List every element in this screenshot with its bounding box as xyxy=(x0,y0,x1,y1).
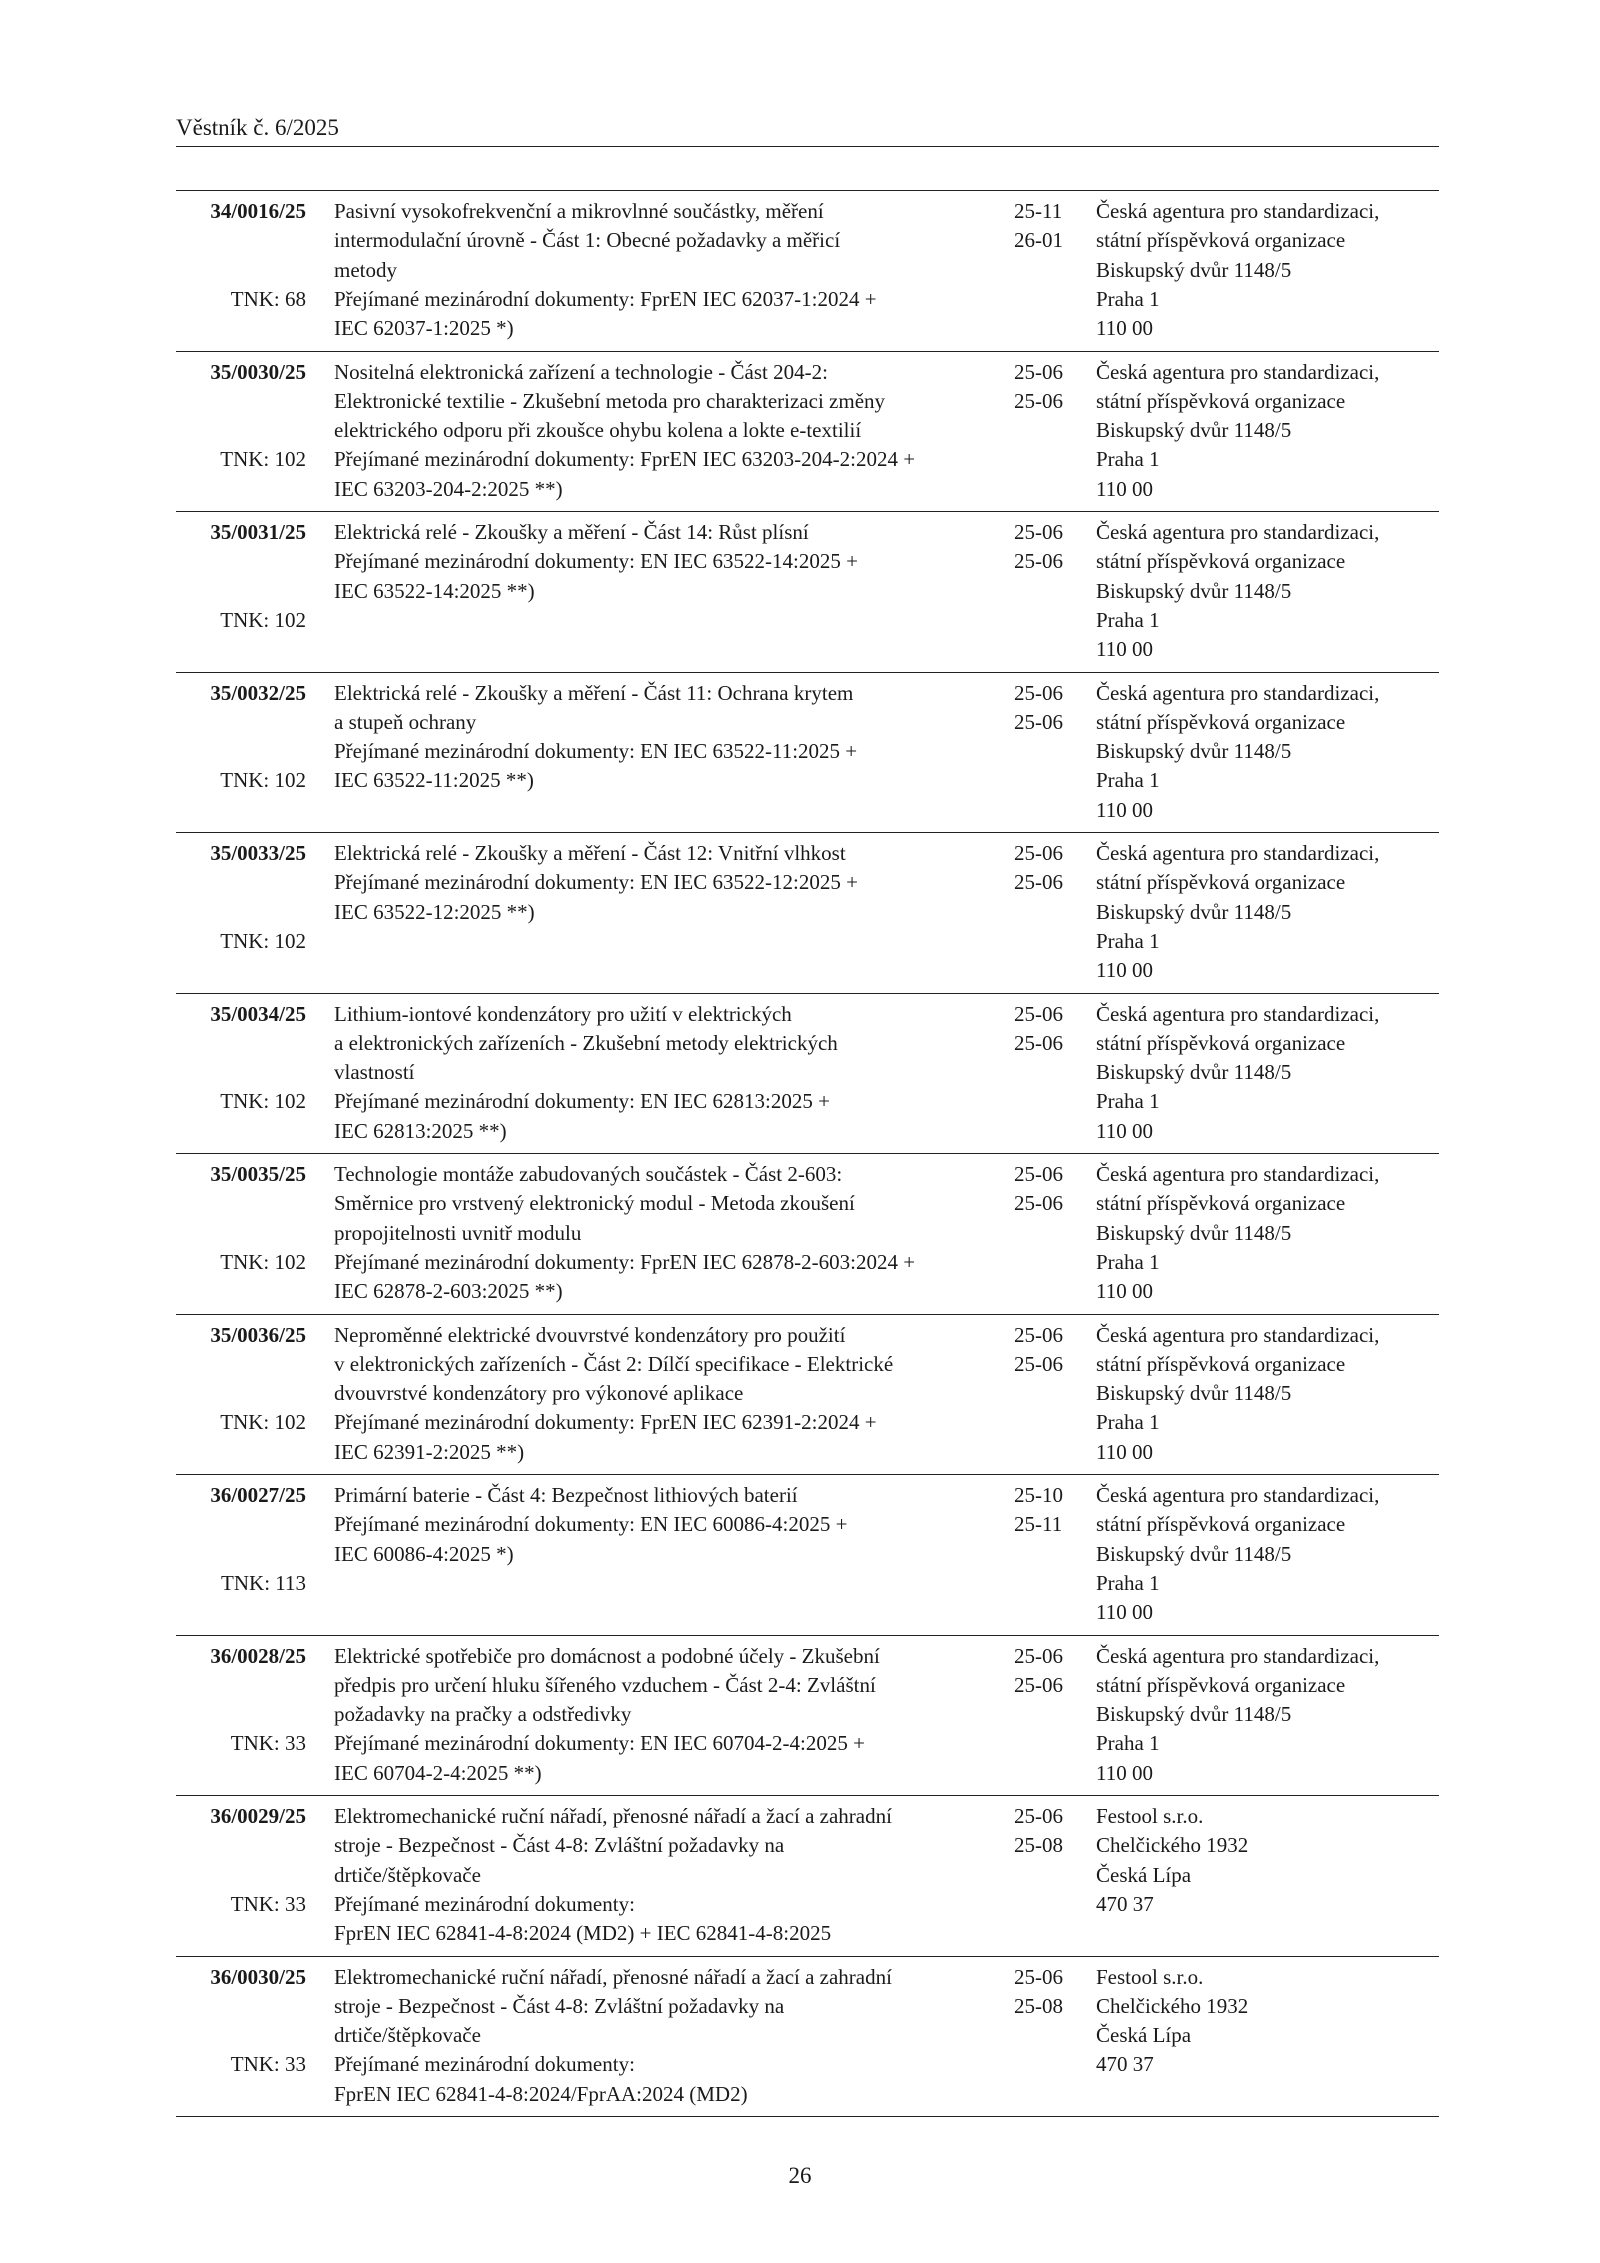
description-line: IEC 63522-12:2025 **) xyxy=(334,899,535,924)
entry-number: 36/0030/25 xyxy=(210,1964,306,1989)
description-line: Elektrické spotřebiče pro domácnost a podobné účely - Zkušební xyxy=(334,1643,880,1668)
description-line: stroje - Bezpečnost - Část 4-8: Zvláštní požadavky na xyxy=(334,1833,785,1858)
description-line: předpis pro určení hluku šířeného vzduchem - Část 2-4: Zvláštní xyxy=(334,1672,876,1697)
address-line: státní příspěvková organizace xyxy=(1096,1351,1346,1376)
description-line: IEC 63522-11:2025 **) xyxy=(334,768,534,793)
date-value: 25-10 xyxy=(1014,1483,1063,1507)
description-line: IEC 62813:2025 **) xyxy=(334,1118,507,1143)
entry-number: 35/0030/25 xyxy=(210,359,306,384)
description-line: Elektrická relé - Zkoušky a měření - Část 11: Ochrana krytem xyxy=(334,680,854,705)
standards-table xyxy=(176,190,1439,2117)
entry-dates xyxy=(1014,1321,1084,1380)
entry-dates xyxy=(1014,679,1084,738)
entry-description xyxy=(334,679,994,796)
description-line: IEC 62037-1:2025 *) xyxy=(334,316,514,341)
address-line: Česká agentura pro standardizaci, xyxy=(1096,1001,1380,1026)
table-row xyxy=(176,512,1439,673)
date-value: 25-06 xyxy=(1014,1162,1063,1186)
entry-dates xyxy=(1014,1642,1084,1701)
address-line: Česká agentura pro standardizaci, xyxy=(1096,680,1380,705)
address-line: Praha 1 xyxy=(1096,1089,1160,1114)
entry-description xyxy=(334,839,994,927)
description-line: IEC 62878-2-603:2025 **) xyxy=(334,1279,563,1304)
entry-number: 35/0036/25 xyxy=(210,1322,306,1347)
address-line: Česká Lípa xyxy=(1096,1862,1192,1887)
address-line: Biskupský dvůr 1148/5 xyxy=(1096,1220,1292,1245)
entry-description xyxy=(334,1321,994,1467)
description-line: FprEN IEC 62841-4-8:2024 (MD2) + IEC 62841-4-8:2025 xyxy=(334,1921,832,1946)
address-line: Biskupský dvůr 1148/5 xyxy=(1096,257,1292,282)
description-line: propojitelnosti uvnitř modulu xyxy=(334,1220,582,1245)
entry-description xyxy=(334,518,994,606)
entry-description xyxy=(334,197,994,343)
description-line: Technologie montáže zabudovaných součástek - Část 2-603: xyxy=(334,1162,843,1186)
description-line: Přejímané mezinárodní dokumenty: xyxy=(334,1891,635,1916)
address-line: Biskupský dvůr 1148/5 xyxy=(1096,1702,1292,1727)
entry-id-cell xyxy=(176,197,306,311)
address-line: Česká Lípa xyxy=(1096,2023,1192,2048)
description-line: Lithium-iontové kondenzátory pro užití v elektrických xyxy=(334,1001,792,1026)
description-line: Směrnice pro vrstvený elektronický modul - Metoda zkoušení xyxy=(334,1191,855,1216)
description-line: vlastností xyxy=(334,1060,415,1085)
address-line: Biskupský dvůr 1148/5 xyxy=(1096,1541,1292,1566)
entry-dates xyxy=(1014,839,1084,898)
address-line: Chelčického 1932 xyxy=(1096,1993,1249,2018)
date-value: 25-06 xyxy=(1014,1322,1063,1347)
entry-number: 35/0034/25 xyxy=(210,1001,306,1026)
address-line: Česká agentura pro standardizaci, xyxy=(1096,1162,1380,1186)
page-number: 26 xyxy=(788,2163,812,2188)
address-line: 470 37 xyxy=(1096,2052,1154,2077)
entry-dates xyxy=(1014,358,1084,417)
address-line: Chelčického 1932 xyxy=(1096,1833,1249,1858)
address-line: Festool s.r.o. xyxy=(1096,1804,1204,1828)
description-line: Pasivní vysokofrekvenční a mikrovlnné součástky, měření xyxy=(334,199,824,223)
description-line: IEC 62391-2:2025 **) xyxy=(334,1439,525,1464)
description-line: Přejímané mezinárodní dokumenty: EN IEC 60086-4:2025 + xyxy=(334,1512,848,1537)
entry-number: 36/0028/25 xyxy=(210,1643,306,1668)
address-line: státní příspěvková organizace xyxy=(1096,1030,1346,1055)
address-line: Praha 1 xyxy=(1096,607,1160,632)
entry-tnk: TNK: 33 xyxy=(230,1731,306,1756)
address-line: Praha 1 xyxy=(1096,1731,1160,1756)
description-line: Přejímané mezinárodní dokumenty: FprEN IEC 62037-1:2024 + xyxy=(334,286,877,311)
address-line: Česká agentura pro standardizaci, xyxy=(1096,199,1380,223)
date-value: 25-06 xyxy=(1014,388,1063,413)
address-line: Biskupský dvůr 1148/5 xyxy=(1096,1381,1292,1406)
address-line: 110 00 xyxy=(1096,1600,1153,1625)
address-line: Praha 1 xyxy=(1096,1410,1160,1435)
description-line: Elektrická relé - Zkoušky a měření - Část 12: Vnitřní vlhkost xyxy=(334,841,846,865)
page-header xyxy=(176,114,1439,147)
address-line: Biskupský dvůr 1148/5 xyxy=(1096,739,1292,764)
table-row xyxy=(176,1957,1439,2118)
description-line: Primární baterie - Část 4: Bezpečnost lithiových baterií xyxy=(334,1483,798,1507)
address-line: Biskupský dvůr 1148/5 xyxy=(1096,1060,1292,1085)
description-line: dvouvrstvé kondenzátory pro výkonové aplikace xyxy=(334,1381,744,1406)
entry-id-cell xyxy=(176,358,306,472)
description-line: a elektronických zařízeních - Zkušební metody elektrických xyxy=(334,1030,838,1055)
description-line: Nositelná elektronická zařízení a technologie - Část 204-2: xyxy=(334,359,828,384)
entry-tnk: TNK: 102 xyxy=(220,1249,306,1274)
date-value: 25-08 xyxy=(1014,1993,1063,2018)
table-row xyxy=(176,1796,1439,1957)
address-line: 110 00 xyxy=(1096,637,1153,662)
entry-dates xyxy=(1014,1481,1084,1540)
entry-description xyxy=(334,1963,994,2109)
date-value: 25-06 xyxy=(1014,841,1063,865)
address-line: Česká agentura pro standardizaci, xyxy=(1096,841,1380,865)
address-line: 110 00 xyxy=(1096,1118,1153,1143)
address-line: 110 00 xyxy=(1096,1760,1153,1785)
entry-number: 36/0029/25 xyxy=(210,1804,306,1828)
entry-tnk: TNK: 102 xyxy=(220,1089,306,1114)
address-line: Praha 1 xyxy=(1096,928,1160,953)
description-line: Přejímané mezinárodní dokumenty: FprEN IEC 63203-204-2:2024 + xyxy=(334,447,916,472)
entry-id-cell xyxy=(176,839,306,953)
address-line: Festool s.r.o. xyxy=(1096,1964,1204,1989)
date-value: 26-01 xyxy=(1014,228,1063,253)
entry-address xyxy=(1096,1963,1439,2080)
description-line: požadavky na pračky a odstředivky xyxy=(334,1702,632,1727)
description-line: a stupeň ochrany xyxy=(334,709,477,734)
table-row xyxy=(176,1475,1439,1636)
description-line: Přejímané mezinárodní dokumenty: FprEN IEC 62391-2:2024 + xyxy=(334,1410,877,1435)
entry-tnk: TNK: 68 xyxy=(230,286,306,311)
address-line: Praha 1 xyxy=(1096,447,1160,472)
table-row xyxy=(176,994,1439,1155)
description-line: Neproměnné elektrické dvouvrstvé kondenzátory pro použití xyxy=(334,1322,846,1347)
address-line: státní příspěvková organizace xyxy=(1096,549,1346,574)
address-line: Praha 1 xyxy=(1096,768,1160,793)
address-line: 110 00 xyxy=(1096,316,1153,341)
date-value: 25-06 xyxy=(1014,359,1063,384)
address-line: státní příspěvková organizace xyxy=(1096,1672,1346,1697)
address-line: Česká agentura pro standardizaci, xyxy=(1096,1483,1380,1507)
address-line: 110 00 xyxy=(1096,476,1153,501)
address-line: Biskupský dvůr 1148/5 xyxy=(1096,578,1292,603)
address-line: státní příspěvková organizace xyxy=(1096,228,1346,253)
entry-dates xyxy=(1014,197,1084,256)
date-value: 25-06 xyxy=(1014,1672,1063,1697)
address-line: 110 00 xyxy=(1096,958,1153,983)
entry-address xyxy=(1096,518,1439,664)
description-line: elektrického odporu při zkoušce ohybu kolena a lokte e-textilií xyxy=(334,418,862,443)
description-line: Přejímané mezinárodní dokumenty: EN IEC 60704-2-4:2025 + xyxy=(334,1731,865,1756)
description-line: Elektrická relé - Zkoušky a měření - Část 14: Růst plísní xyxy=(334,520,809,544)
entry-tnk: TNK: 113 xyxy=(221,1570,306,1595)
entry-id-cell xyxy=(176,1000,306,1114)
table-row xyxy=(176,673,1439,834)
entry-tnk: TNK: 102 xyxy=(220,928,306,953)
entry-address xyxy=(1096,679,1439,825)
address-line: státní příspěvková organizace xyxy=(1096,388,1346,413)
entry-description xyxy=(334,1802,994,1948)
entry-number: 36/0027/25 xyxy=(210,1483,306,1507)
address-line: Praha 1 xyxy=(1096,1570,1160,1595)
entry-address xyxy=(1096,358,1439,504)
entry-id-cell xyxy=(176,1802,306,1916)
entry-tnk: TNK: 102 xyxy=(220,447,306,472)
description-line: Přejímané mezinárodní dokumenty: FprEN IEC 62878-2-603:2024 + xyxy=(334,1249,916,1274)
entry-description xyxy=(334,358,994,504)
entry-address xyxy=(1096,839,1439,985)
entry-id-cell xyxy=(176,1160,306,1274)
description-line: stroje - Bezpečnost - Část 4-8: Zvláštní požadavky na xyxy=(334,1993,785,2018)
description-line: Elektronické textilie - Zkušební metoda pro charakterizaci změny xyxy=(334,388,886,413)
description-line: IEC 63203-204-2:2025 **) xyxy=(334,476,563,501)
date-value: 25-06 xyxy=(1014,680,1063,705)
address-line: 110 00 xyxy=(1096,797,1153,822)
entry-id-cell xyxy=(176,679,306,793)
entry-description xyxy=(334,1000,994,1146)
date-value: 25-06 xyxy=(1014,1001,1063,1026)
description-line: Přejímané mezinárodní dokumenty: EN IEC 63522-11:2025 + xyxy=(334,739,858,764)
entry-dates xyxy=(1014,518,1084,577)
entry-tnk: TNK: 102 xyxy=(220,768,306,793)
description-line: Přejímané mezinárodní dokumenty: xyxy=(334,2052,635,2077)
address-line: státní příspěvková organizace xyxy=(1096,1512,1346,1537)
bulletin-title: Věstník č. 6/2025 xyxy=(176,115,339,140)
entry-number: 35/0031/25 xyxy=(210,520,306,544)
date-value: 25-08 xyxy=(1014,1833,1063,1858)
table-row xyxy=(176,1154,1439,1315)
entry-description xyxy=(334,1160,994,1306)
description-line: metody xyxy=(334,257,397,282)
address-line: Biskupský dvůr 1148/5 xyxy=(1096,899,1292,924)
entry-address xyxy=(1096,1642,1439,1788)
date-value: 25-06 xyxy=(1014,1804,1063,1828)
date-value: 25-06 xyxy=(1014,520,1063,544)
table-row xyxy=(176,191,1439,352)
address-line: 470 37 xyxy=(1096,1891,1154,1916)
table-row xyxy=(176,1636,1439,1797)
address-line: Biskupský dvůr 1148/5 xyxy=(1096,418,1292,443)
entry-id-cell xyxy=(176,1481,306,1595)
description-line: IEC 63522-14:2025 **) xyxy=(334,578,535,603)
entry-id-cell xyxy=(176,1963,306,2077)
entry-address xyxy=(1096,1321,1439,1467)
description-line: Elektromechanické ruční nářadí, přenosné nářadí a žací a zahradní xyxy=(334,1964,892,1989)
description-line: drtiče/štěpkovače xyxy=(334,1862,481,1887)
entry-tnk: TNK: 102 xyxy=(220,607,306,632)
entry-address xyxy=(1096,1000,1439,1146)
entry-address xyxy=(1096,1802,1439,1919)
entry-id-cell xyxy=(176,1321,306,1435)
date-value: 25-06 xyxy=(1014,1643,1063,1668)
entry-tnk: TNK: 33 xyxy=(230,1891,306,1916)
date-value: 25-06 xyxy=(1014,1030,1063,1055)
description-line: Elektromechanické ruční nářadí, přenosné nářadí a žací a zahradní xyxy=(334,1804,892,1828)
entry-dates xyxy=(1014,1963,1084,2022)
description-line: drtiče/štěpkovače xyxy=(334,2023,481,2048)
entry-number: 35/0033/25 xyxy=(210,841,306,865)
table-row xyxy=(176,833,1439,994)
address-line: Praha 1 xyxy=(1096,286,1160,311)
description-line: intermodulační úrovně - Část 1: Obecné požadavky a měřicí xyxy=(334,228,841,253)
entry-tnk: TNK: 102 xyxy=(220,1410,306,1435)
address-line: státní příspěvková organizace xyxy=(1096,709,1346,734)
entry-address xyxy=(1096,1481,1439,1627)
table-row xyxy=(176,1315,1439,1476)
entry-id-cell xyxy=(176,518,306,632)
entry-number: 35/0032/25 xyxy=(210,680,306,705)
entry-id-cell xyxy=(176,1642,306,1756)
date-value: 25-06 xyxy=(1014,549,1063,574)
entry-description xyxy=(334,1642,994,1788)
entry-number: 35/0035/25 xyxy=(210,1162,306,1186)
address-line: Česká agentura pro standardizaci, xyxy=(1096,1643,1380,1668)
date-value: 25-06 xyxy=(1014,870,1063,895)
description-line: Přejímané mezinárodní dokumenty: EN IEC 62813:2025 + xyxy=(334,1089,830,1114)
description-line: IEC 60704-2-4:2025 **) xyxy=(334,1760,542,1785)
address-line: Česká agentura pro standardizaci, xyxy=(1096,359,1380,384)
table-row xyxy=(176,352,1439,513)
date-value: 25-06 xyxy=(1014,709,1063,734)
address-line: 110 00 xyxy=(1096,1279,1153,1304)
entry-dates xyxy=(1014,1000,1084,1059)
entry-dates xyxy=(1014,1802,1084,1861)
entry-dates xyxy=(1014,1160,1084,1219)
date-value: 25-11 xyxy=(1014,1512,1063,1537)
entry-address xyxy=(1096,1160,1439,1306)
date-value: 25-06 xyxy=(1014,1964,1063,1989)
entry-tnk: TNK: 33 xyxy=(230,2052,306,2077)
entry-number: 34/0016/25 xyxy=(210,199,306,223)
address-line: Česká agentura pro standardizaci, xyxy=(1096,1322,1380,1347)
description-line: v elektronických zařízeních - Část 2: Dílčí specifikace - Elektrické xyxy=(334,1351,894,1376)
date-value: 25-06 xyxy=(1014,1351,1063,1376)
address-line: 110 00 xyxy=(1096,1439,1153,1464)
date-value: 25-06 xyxy=(1014,1191,1063,1216)
date-value: 25-11 xyxy=(1014,199,1063,223)
address-line: státní příspěvková organizace xyxy=(1096,870,1346,895)
address-line: Česká agentura pro standardizaci, xyxy=(1096,520,1380,544)
description-line: Přejímané mezinárodní dokumenty: EN IEC 63522-12:2025 + xyxy=(334,870,858,895)
address-line: státní příspěvková organizace xyxy=(1096,1191,1346,1216)
description-line: IEC 60086-4:2025 *) xyxy=(334,1541,514,1566)
entry-address xyxy=(1096,197,1439,343)
description-line: Přejímané mezinárodní dokumenty: EN IEC 63522-14:2025 + xyxy=(334,549,858,574)
address-line: Praha 1 xyxy=(1096,1249,1160,1274)
entry-description xyxy=(334,1481,994,1569)
description-line: FprEN IEC 62841-4-8:2024/FprAA:2024 (MD2) xyxy=(334,2081,748,2106)
